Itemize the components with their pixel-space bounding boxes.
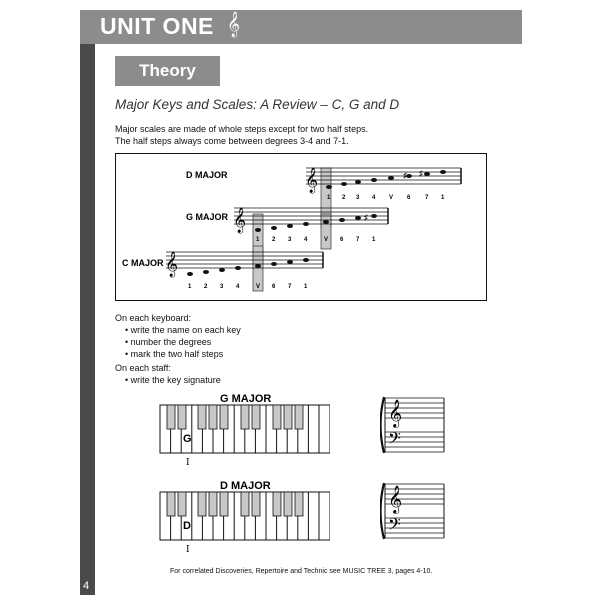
- svg-text:4: 4: [304, 237, 308, 243]
- keyboard-g-major: [150, 385, 330, 470]
- scale-staves: [116, 154, 488, 302]
- intro-line-2: The half steps always come between degrees 3-4 and 7-1.: [115, 136, 349, 146]
- treble-clef-icon: 𝄞: [227, 12, 241, 37]
- keyboard-title: D MAJOR: [220, 480, 271, 492]
- keyboard-d-major: [150, 472, 330, 557]
- staff-instructions-title: On each staff:: [115, 363, 171, 373]
- instruction-item: • write the name on each key: [125, 324, 515, 336]
- degree-label: I: [186, 545, 190, 555]
- svg-text:1: 1: [372, 237, 376, 243]
- bass-clef-icon: 𝄢: [388, 514, 401, 538]
- svg-text:V: V: [324, 237, 329, 243]
- page-side-bar: [80, 10, 95, 595]
- treble-clef-icon: 𝄞: [305, 168, 319, 193]
- page-number: 4: [83, 580, 90, 592]
- unit-title: UNIT ONE: [100, 13, 214, 39]
- svg-text:6: 6: [340, 237, 344, 243]
- section-heading: Major Keys and Scales: A Review – C, G and D: [115, 97, 400, 112]
- svg-text:2: 2: [204, 284, 208, 290]
- treble-clef-icon: 𝄞: [233, 208, 247, 233]
- svg-text:1: 1: [188, 284, 192, 290]
- svg-text:7: 7: [425, 195, 429, 201]
- intro-line-1: Major scales are made of whole steps except for two half steps.: [115, 124, 369, 134]
- keyboard-title: G MAJOR: [220, 393, 272, 405]
- svg-text:V: V: [389, 195, 394, 201]
- svg-text:1: 1: [327, 195, 331, 201]
- staff-instructions: [115, 362, 515, 386]
- svg-text:7: 7: [356, 237, 360, 243]
- svg-text:6: 6: [272, 284, 276, 290]
- bass-clef-icon: 𝄢: [388, 428, 401, 452]
- c-major-staff: [122, 251, 323, 290]
- svg-text:3: 3: [288, 237, 292, 243]
- svg-text:2: 2: [342, 195, 346, 201]
- svg-text:♯: ♯: [364, 213, 368, 222]
- svg-text:V: V: [256, 284, 261, 290]
- svg-text:2: 2: [272, 237, 276, 243]
- svg-text:4: 4: [372, 195, 376, 201]
- g-major-highlight-right: [321, 214, 331, 249]
- intro-text: [115, 123, 515, 147]
- svg-text:♯: ♯: [403, 171, 407, 180]
- treble-clef-icon: 𝄞: [388, 485, 403, 513]
- d-degree-labels: [327, 195, 445, 201]
- svg-text:4: 4: [236, 284, 240, 290]
- svg-text:1: 1: [304, 284, 308, 290]
- treble-clef-icon: 𝄞: [388, 399, 403, 427]
- key-label: D: [183, 520, 191, 532]
- footer-note: For correlated Discoveries, Repertoire and Technic see MUSIC TREE 3, pages 4-10.: [170, 568, 433, 575]
- degree-label: I: [186, 458, 190, 468]
- svg-text:7: 7: [288, 284, 292, 290]
- scale-diagram: [115, 153, 487, 301]
- svg-text:6: 6: [407, 195, 411, 201]
- instruction-item: • number the degrees: [125, 336, 515, 348]
- g-degree-labels: [256, 237, 376, 243]
- keyboard-instructions-title: On each keyboard:: [115, 313, 192, 323]
- scale-label: D MAJOR: [186, 170, 228, 180]
- keyboard-instructions: [115, 312, 515, 360]
- svg-text:3: 3: [220, 284, 224, 290]
- svg-text:1: 1: [256, 237, 260, 243]
- grand-staff-d-major: [380, 474, 450, 544]
- g-major-staff: [186, 207, 388, 243]
- svg-text:♯: ♯: [419, 169, 423, 178]
- treble-clef-icon: 𝄞: [165, 252, 179, 277]
- c-degree-labels: [188, 284, 308, 290]
- instruction-item: • write the key signature: [125, 374, 515, 386]
- instruction-item: • mark the two half steps: [125, 348, 515, 360]
- theory-tab: Theory: [115, 56, 220, 86]
- key-label: G: [183, 433, 192, 445]
- scale-label: C MAJOR: [122, 258, 164, 268]
- grand-staff-g-major: [380, 388, 450, 458]
- svg-text:3: 3: [356, 195, 360, 201]
- svg-text:1: 1: [441, 195, 445, 201]
- scale-label: G MAJOR: [186, 212, 229, 222]
